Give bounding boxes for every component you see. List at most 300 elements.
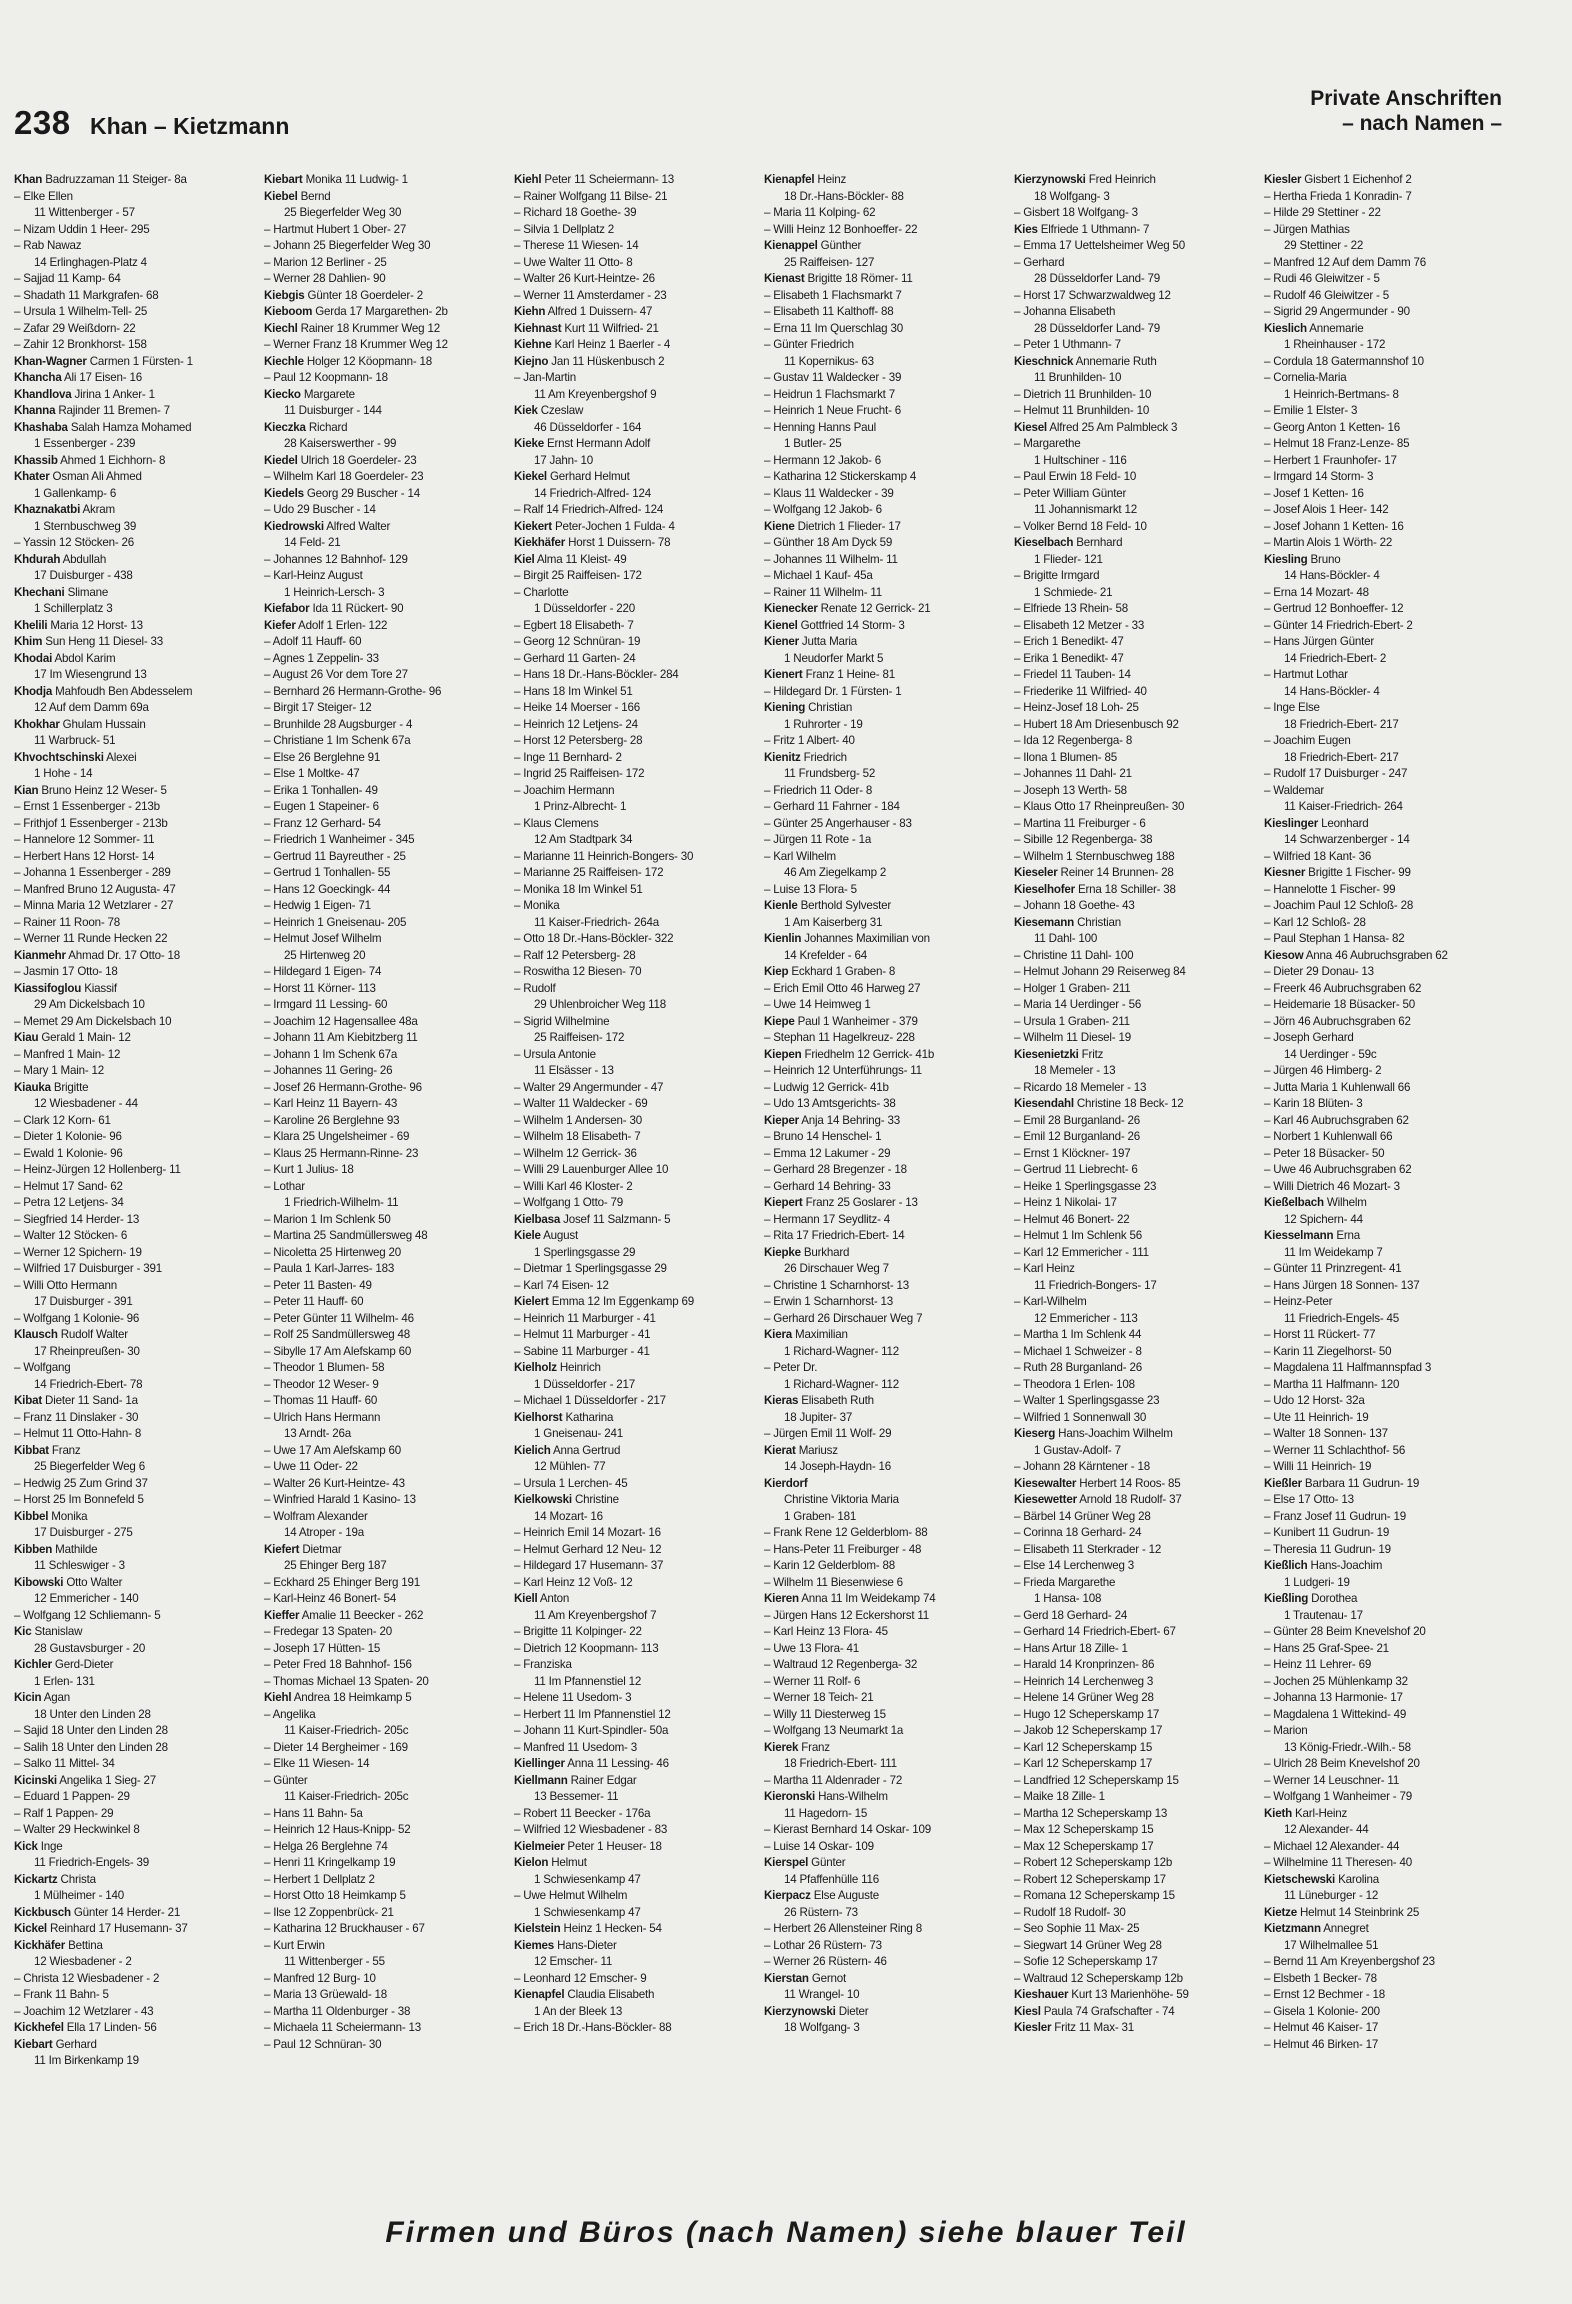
directory-entry: Kibbel Monika bbox=[14, 1509, 88, 1523]
directory-entry: – Klara 25 Ungelsheimer - 69 bbox=[264, 1130, 410, 1143]
directory-entry: Kieffer Amalie 11 Beecker - 262 bbox=[264, 1608, 424, 1622]
directory-entry: Kiemes Hans-Dieter bbox=[514, 1938, 617, 1952]
directory-entry: 14 Mozart- 16 bbox=[534, 1509, 603, 1523]
directory-entry: – Birgit 25 Raiffeisen- 172 bbox=[514, 569, 642, 582]
directory-entry: 14 Friedrich-Alfred- 124 bbox=[534, 486, 651, 500]
directory-entry: – Josef Johann 1 Ketten- 16 bbox=[1264, 519, 1404, 533]
directory-entry: – Karl Heinz 12 Voß- 12 bbox=[514, 1575, 633, 1589]
directory-entry: – Werner 11 Rolf- 6 bbox=[764, 1674, 861, 1688]
directory-entry: – Christine 1 Scharnhorst- 13 bbox=[764, 1278, 909, 1292]
directory-entry: Kickel Reinhard 17 Husemann- 37 bbox=[14, 1922, 188, 1935]
directory-entry: 1 Gneisenau- 241 bbox=[534, 1427, 623, 1440]
directory-entry: – Rudolf 18 Rudolf- 30 bbox=[1014, 1905, 1126, 1919]
directory-entry: – Theresia 11 Gudrun- 19 bbox=[1264, 1542, 1391, 1556]
directory-entry: – Brigitte 11 Kolpinger- 22 bbox=[514, 1625, 642, 1638]
directory-entry: – Magdalena 1 Wittekind- 49 bbox=[1264, 1707, 1407, 1721]
directory-entry: 17 Rheinpreußen- 30 bbox=[34, 1344, 140, 1358]
directory-entry: Kiesewetter Arnold 18 Rudolf- 37 bbox=[1014, 1493, 1182, 1506]
directory-entry: – Irmgard 14 Storm- 3 bbox=[1264, 470, 1374, 483]
directory-entry: 17 Duisburger - 391 bbox=[34, 1295, 133, 1308]
directory-entry: Kiep Eckhard 1 Graben- 8 bbox=[764, 965, 896, 978]
directory-entry: – Rab Nawaz bbox=[14, 239, 82, 252]
directory-entry: 11 Kaiser-Friedrich- 205c bbox=[284, 1790, 409, 1803]
directory-entry: – Nicoletta 25 Hirtenweg 20 bbox=[264, 1245, 402, 1259]
directory-entry: Kickhefel Ella 17 Linden- 56 bbox=[14, 2021, 157, 2034]
directory-entry: Kiener Jutta Maria bbox=[764, 635, 858, 648]
directory-entry: – Klaus Clemens bbox=[514, 816, 599, 830]
directory-entry: – Karl 12 Scheperskamp 15 bbox=[1014, 1740, 1153, 1754]
directory-entry: – Eugen 1 Stapeiner- 6 bbox=[264, 800, 379, 813]
directory-entry: – Helmut Josef Wilhelm bbox=[264, 932, 382, 945]
directory-entry: Kibat Dieter 11 Sand- 1a bbox=[14, 1394, 138, 1407]
directory-entry: Kienapfel Claudia Elisabeth bbox=[514, 1988, 655, 2001]
directory-entry: – Charlotte bbox=[514, 585, 569, 599]
directory-entry: 1 Schwiesenkamp 47 bbox=[534, 1872, 641, 1886]
directory-entry: Kieserg Hans-Joachim Wilhelm bbox=[1014, 1427, 1173, 1440]
directory-entry: – Maria 11 Kolping- 62 bbox=[764, 206, 876, 219]
directory-entry: Khim Sun Heng 11 Diesel- 33 bbox=[14, 635, 164, 648]
directory-entry: – Karl Heinz bbox=[1014, 1262, 1075, 1275]
directory-entry: – Dietrich 11 Brunhilden- 10 bbox=[1014, 387, 1152, 401]
directory-entry: – Theodor 12 Weser- 9 bbox=[264, 1377, 379, 1391]
directory-entry: – Helmut 46 Kaiser- 17 bbox=[1264, 2021, 1379, 2034]
directory-entry: – Joseph 13 Werth- 58 bbox=[1014, 783, 1127, 797]
directory-entry: – Wilfried 18 Kant- 36 bbox=[1264, 849, 1372, 863]
directory-entry: – Hans 25 Graf-Spee- 21 bbox=[1264, 1641, 1389, 1655]
directory-entry: Kibbat Franz bbox=[14, 1443, 81, 1457]
directory-entry: – Johannes 11 Gering- 26 bbox=[264, 1064, 393, 1077]
directory-entry: – Heinz-Peter bbox=[1264, 1295, 1333, 1308]
directory-entry: – Friedrich 11 Oder- 8 bbox=[764, 783, 873, 797]
directory-entry: – Wilhelm 11 Biesenwiese 6 bbox=[764, 1575, 903, 1589]
directory-entry: 1 Schmiede- 21 bbox=[1034, 585, 1113, 599]
directory-entry: – Erika 1 Benedikt- 47 bbox=[1014, 651, 1124, 665]
directory-entry: – Shadath 11 Markgrafen- 68 bbox=[14, 288, 159, 302]
directory-entry: Kielbasa Josef 11 Salzmann- 5 bbox=[514, 1212, 671, 1226]
directory-entry: – Peter 1 Uthmann- 7 bbox=[1014, 338, 1121, 351]
directory-entry: – Gertrud 1 Tonhallen- 55 bbox=[264, 866, 391, 879]
directory-entry: – Gustav 11 Waldecker - 39 bbox=[764, 371, 902, 384]
directory-entry: 1 Gustav-Adolf- 7 bbox=[1034, 1443, 1121, 1457]
directory-entry: Kies Elfriede 1 Uthmann- 7 bbox=[1014, 222, 1150, 236]
directory-entry: – Wolfgang 1 Otto- 79 bbox=[514, 1196, 624, 1209]
directory-entry: Khan-Wagner Carmen 1 Fürsten- 1 bbox=[14, 354, 193, 368]
directory-entry: – Ursula 1 Wilhelm-Tell- 25 bbox=[14, 305, 148, 318]
directory-entry: – Helmut 17 Sand- 62 bbox=[14, 1179, 123, 1193]
directory-entry: – Seo Sophie 11 Max- 25 bbox=[1014, 1922, 1140, 1935]
directory-entry: – Zafar 29 Weißdorn- 22 bbox=[14, 321, 136, 335]
directory-entry: 11 Am Kreyenbergshof 9 bbox=[534, 387, 657, 401]
directory-entry: – Georg Anton 1 Ketten- 16 bbox=[1264, 420, 1400, 434]
directory-entry: – Waltraud 12 Regenberga- 32 bbox=[764, 1658, 918, 1671]
directory-entry: 17 Duisburger - 438 bbox=[34, 569, 133, 582]
directory-entry: – Joseph Gerhard bbox=[1264, 1031, 1354, 1044]
directory-entry: – Günter 14 Friedrich-Ebert- 2 bbox=[1264, 618, 1413, 632]
directory-entry: – Walter 26 Kurt-Heintze- 26 bbox=[514, 272, 655, 285]
directory-entry: 1 Hansa- 108 bbox=[1034, 1592, 1102, 1605]
directory-entry: – Winfried Harald 1 Kasino- 13 bbox=[264, 1493, 416, 1506]
directory-entry: Kießling Dorothea bbox=[1264, 1592, 1358, 1605]
directory-entry: – Ursula 1 Graben- 211 bbox=[1014, 1014, 1130, 1028]
directory-entry: – Rolf 25 Sandmüllersweg 48 bbox=[264, 1328, 411, 1341]
directory-entry: – Max 12 Scheperskamp 15 bbox=[1014, 1823, 1154, 1836]
directory-entry: 14 Atroper - 19a bbox=[284, 1526, 364, 1539]
directory-entry: – Magdalena 11 Halfmannspfad 3 bbox=[1264, 1361, 1432, 1374]
directory-entry: 11 Friedrich-Engels- 39 bbox=[34, 1856, 150, 1869]
directory-entry: 18 Wolfgang- 3 bbox=[784, 2021, 860, 2034]
directory-entry: – Richard 18 Goethe- 39 bbox=[514, 206, 637, 219]
directory-entry: Khassib Ahmed 1 Eichhorn- 8 bbox=[14, 453, 166, 467]
directory-entry: Kickhäfer Bettina bbox=[14, 1938, 103, 1952]
directory-entry: – Irmgard 11 Lessing- 60 bbox=[264, 998, 388, 1011]
directory-entry: 26 Rüstern- 73 bbox=[784, 1905, 858, 1919]
directory-entry: – Wolfgang 1 Wanheimer - 79 bbox=[1264, 1790, 1412, 1803]
directory-entry: – Werner 18 Teich- 21 bbox=[764, 1691, 874, 1704]
directory-entry: Kieslinger Leonhard bbox=[1264, 816, 1369, 830]
directory-entry: – Hans Jürgen 18 Sonnen- 137 bbox=[1264, 1278, 1420, 1292]
directory-entry: Kieselhofer Erna 18 Schiller- 38 bbox=[1014, 882, 1176, 896]
directory-entry: Kickartz Christa bbox=[14, 1872, 96, 1886]
directory-entry: Kiera Maximilian bbox=[764, 1328, 848, 1341]
directory-entry: – Brunhilde 28 Augsburger - 4 bbox=[264, 717, 413, 731]
directory-entry: Khvochtschinski Alexei bbox=[14, 750, 137, 764]
directory-entry: – Elke Ellen bbox=[14, 189, 73, 203]
directory-entry: Kielholz Heinrich bbox=[514, 1361, 601, 1374]
directory-entry: – Volker Bernd 18 Feld- 10 bbox=[1014, 519, 1147, 533]
directory-entry: – Wilhelm 11 Diesel- 19 bbox=[1014, 1031, 1131, 1044]
directory-entry: 18 Friedrich-Ebert- 217 bbox=[1284, 717, 1399, 731]
directory-entry: Khaznakatbi Akram bbox=[14, 503, 115, 516]
directory-entry: – Katharina 12 Stickerskamp 4 bbox=[764, 470, 917, 483]
directory-entry: Kieczka Richard bbox=[264, 420, 348, 434]
directory-entry: 11 Wittenberger - 57 bbox=[34, 206, 135, 219]
directory-entry: 1 Düsseldorfer - 217 bbox=[534, 1377, 636, 1391]
directory-entry: – Wolfgang 12 Jakob- 6 bbox=[764, 503, 882, 516]
directory-entry: – Bruno 14 Henschel- 1 bbox=[764, 1130, 882, 1143]
directory-entry: Kierzynowski Fred Heinrich bbox=[1014, 173, 1156, 186]
directory-entry: Kiedel Ulrich 18 Goerdeler- 23 bbox=[264, 453, 417, 467]
directory-entry: – Uwe Helmut Wilhelm bbox=[514, 1889, 628, 1902]
directory-entry: 14 Uerdinger - 59c bbox=[1284, 1047, 1377, 1061]
directory-entry: – Ute 11 Heinrich- 19 bbox=[1264, 1410, 1369, 1424]
directory-entry: – Willy 11 Diesterweg 15 bbox=[764, 1707, 886, 1721]
directory-entry: – Johann 11 Am Kiebitzberg 11 bbox=[264, 1031, 418, 1044]
directory-entry: Khater Osman Ali Ahmed bbox=[14, 470, 142, 483]
directory-entry: Kierat Mariusz bbox=[764, 1443, 838, 1457]
directory-entry: – Dietmar 1 Sperlingsgasse 29 bbox=[514, 1262, 667, 1275]
directory-entry: 11 Duisburger - 144 bbox=[284, 404, 382, 417]
directory-entry: – Ingrid 25 Raiffeisen- 172 bbox=[514, 767, 645, 780]
directory-entry: – Uwe 17 Am Alefskamp 60 bbox=[264, 1443, 401, 1457]
directory-entry: – Jochen 25 Mühlenkamp 32 bbox=[1264, 1674, 1408, 1688]
directory-entry: – Klaus 25 Hermann-Rinne- 23 bbox=[264, 1146, 419, 1160]
directory-entry: – Hedwig 25 Zum Grind 37 bbox=[14, 1476, 148, 1490]
directory-entry: – Günther 18 Am Dyck 59 bbox=[764, 536, 893, 549]
directory-entry: Kienappel Günther bbox=[764, 239, 862, 252]
directory-entry: 18 Memeler - 13 bbox=[1034, 1064, 1116, 1077]
directory-entry: – Paul Erwin 18 Feld- 10 bbox=[1014, 470, 1137, 483]
directory-entry: Kiechle Holger 12 Köopmann- 18 bbox=[264, 354, 433, 368]
directory-entry: Kiellmann Rainer Edgar bbox=[514, 1773, 637, 1787]
directory-entry: – Jasmin 17 Otto- 18 bbox=[14, 965, 118, 978]
directory-entry: – Johann 1 Im Schenk 67a bbox=[264, 1047, 398, 1061]
directory-entry: – Günter bbox=[264, 1773, 308, 1787]
directory-entry: – Kunibert 11 Gudrun- 19 bbox=[1264, 1526, 1390, 1539]
directory-entry: – Manfred 11 Usedom- 3 bbox=[514, 1740, 637, 1754]
directory-entry: – Christine 11 Dahl- 100 bbox=[1014, 948, 1134, 962]
directory-entry: – Hilde 29 Stettiner - 22 bbox=[1264, 206, 1381, 219]
directory-entry: – Corinna 18 Gerhard- 24 bbox=[1014, 1526, 1142, 1539]
directory-entry: – Joachim 12 Wetzlarer - 43 bbox=[14, 2004, 154, 2018]
directory-entry: – Leonhard 12 Emscher- 9 bbox=[514, 1971, 647, 1985]
directory-entry: 11 Im Pfannenstiel 12 bbox=[534, 1674, 642, 1688]
directory-entry: – Marion 1 Im Schlenk 50 bbox=[264, 1212, 391, 1226]
directory-entry: – Birgit 17 Steiger- 12 bbox=[264, 701, 372, 714]
directory-entry: – Hermann 12 Jakob- 6 bbox=[764, 453, 881, 467]
directory-entry: – Heinrich 1 Neue Frucht- 6 bbox=[764, 404, 902, 417]
directory-entry: Kiepe Paul 1 Wanheimer - 379 bbox=[764, 1014, 918, 1028]
directory-column-1 bbox=[14, 172, 264, 2178]
directory-entry: – Michael 12 Alexander- 44 bbox=[1264, 1839, 1400, 1853]
directory-entry: 1 Düsseldorfer - 220 bbox=[534, 602, 636, 615]
directory-entry: 28 Düsseldorfer Land- 79 bbox=[1034, 321, 1161, 335]
directory-entry: 1 Am Kaiserberg 31 bbox=[784, 915, 883, 929]
directory-entry: – Manfred 12 Burg- 10 bbox=[264, 1971, 376, 1985]
directory-entry: – Herbert 26 Allensteiner Ring 8 bbox=[764, 1922, 922, 1935]
directory-entry: – Mary 1 Main- 12 bbox=[14, 1064, 105, 1077]
directory-columns bbox=[14, 172, 1516, 2178]
directory-entry: Kiepke Burkhard bbox=[764, 1245, 850, 1259]
directory-entry: Kielstein Heinz 1 Hecken- 54 bbox=[514, 1922, 662, 1935]
directory-entry: – Ida 12 Regenberga- 8 bbox=[1014, 734, 1133, 747]
directory-entry: – Franz 11 Dinslaker - 30 bbox=[14, 1410, 139, 1424]
directory-entry: – Heinz-Jürgen 12 Hollenberg- 11 bbox=[14, 1163, 181, 1176]
directory-entry: – Peter Dr. bbox=[764, 1361, 818, 1374]
directory-entry: – Hans 12 Goeckingk- 44 bbox=[264, 882, 391, 896]
directory-entry: – Walter 11 Waldecker - 69 bbox=[514, 1097, 648, 1110]
directory-entry: 1 Richard-Wagner- 112 bbox=[784, 1344, 900, 1358]
directory-entry: – Joachim Hermann bbox=[514, 783, 615, 797]
directory-entry: – Holger 1 Graben- 211 bbox=[1014, 981, 1131, 995]
directory-entry: 1 Flieder- 121 bbox=[1034, 552, 1103, 566]
directory-entry: Khashaba Salah Hamza Mohamed bbox=[14, 420, 192, 434]
directory-entry: – Heinrich 12 Letjens- 24 bbox=[514, 717, 638, 731]
directory-entry: – Elfriede 13 Rhein- 58 bbox=[1014, 602, 1128, 615]
directory-entry: Kielon Helmut bbox=[514, 1856, 587, 1869]
directory-entry: – Friedrich 1 Wanheimer - 345 bbox=[264, 833, 415, 846]
directory-entry: Kiebel Bernd bbox=[264, 189, 331, 203]
directory-entry: – Bernhard 26 Hermann-Grothe- 96 bbox=[264, 684, 442, 698]
directory-entry: – Gerhard 11 Fahrner - 184 bbox=[764, 800, 900, 813]
directory-entry: – Uwe Walter 11 Otto- 8 bbox=[514, 255, 633, 269]
directory-entry: – Johannes 11 Wilhelm- 11 bbox=[764, 552, 898, 566]
directory-entry: – Walter 18 Sonnen- 137 bbox=[1264, 1427, 1388, 1440]
directory-entry: – Friederike 11 Wilfried- 40 bbox=[1014, 684, 1147, 698]
directory-entry: 1 Mülheimer - 140 bbox=[34, 1889, 125, 1902]
directory-entry: – Theodor 1 Blumen- 58 bbox=[264, 1361, 385, 1374]
directory-entry: – Karl Heinz 11 Bayern- 43 bbox=[264, 1097, 398, 1110]
directory-entry: – Peter Fred 18 Bahnhof- 156 bbox=[264, 1658, 412, 1671]
directory-entry: 14 Friedrich-Ebert- 78 bbox=[34, 1377, 143, 1391]
directory-entry: – Wilhelmine 11 Theresen- 40 bbox=[1264, 1856, 1412, 1869]
footer-note: Firmen und Büros (nach Namen) siehe blauer Teil bbox=[385, 2216, 1187, 2249]
directory-entry: Khodja Mahfoudh Ben Abdesselem bbox=[14, 684, 193, 698]
directory-entry: – Else 14 Lerchenweg 3 bbox=[1014, 1559, 1134, 1572]
directory-entry: – Freerk 46 Aubruchsgraben 62 bbox=[1264, 981, 1422, 995]
directory-entry: – Karin 12 Gelderblom- 88 bbox=[764, 1559, 895, 1572]
directory-entry: – Rainer Wolfgang 11 Bilse- 21 bbox=[514, 189, 668, 203]
directory-entry: – Michael 1 Kauf- 45a bbox=[764, 569, 873, 582]
directory-entry: – Salih 18 Unter den Linden 28 bbox=[14, 1740, 168, 1754]
directory-entry: – Karl 12 Scheperskamp 17 bbox=[1014, 1757, 1153, 1770]
directory-entry: – Uwe 46 Aubruchsgraben 62 bbox=[1264, 1163, 1412, 1176]
directory-entry: Kietschewski Karolina bbox=[1264, 1872, 1380, 1886]
directory-entry: Kiedrowski Alfred Walter bbox=[264, 519, 391, 533]
directory-entry: 11 Lüneburger - 12 bbox=[1284, 1889, 1379, 1902]
directory-entry: Kielert Emma 12 Im Eggenkamp 69 bbox=[514, 1295, 695, 1308]
directory-entry: 11 Wittenberger - 55 bbox=[284, 1955, 385, 1968]
directory-entry: – Werner 11 Amsterdamer - 23 bbox=[514, 288, 667, 302]
directory-entry: – Christiane 1 Im Schenk 67a bbox=[264, 734, 411, 747]
directory-entry: – Marianne 11 Heinrich-Bongers- 30 bbox=[514, 849, 694, 863]
directory-entry: Kiehl Peter 11 Scheiermann- 13 bbox=[514, 173, 675, 186]
directory-entry: Kiesl Paula 74 Grafschafter - 74 bbox=[1014, 2004, 1175, 2018]
directory-entry: Kiesemann Christian bbox=[1014, 915, 1122, 929]
directory-entry: – Monika bbox=[514, 899, 560, 912]
directory-entry: – Hans Jürgen Günter bbox=[1264, 635, 1375, 648]
directory-entry: Kiellinger Anna 11 Lessing- 46 bbox=[514, 1757, 669, 1770]
directory-entry: – Hans 18 Im Winkel 51 bbox=[514, 684, 633, 698]
directory-entry: 12 Emscher- 11 bbox=[534, 1955, 613, 1968]
directory-entry: – Manfred 12 Auf dem Damm 76 bbox=[1264, 255, 1426, 269]
directory-entry: Kierdorf bbox=[764, 1476, 808, 1490]
directory-entry: 11 Warbruck- 51 bbox=[34, 734, 116, 747]
directory-entry: – Brigitte Irmgard bbox=[1014, 569, 1100, 582]
directory-entry: Kiedels Georg 29 Buscher - 14 bbox=[264, 486, 420, 500]
directory-entry: 11 Kaiser-Friedrich- 264a bbox=[534, 915, 659, 929]
directory-entry: Kieboom Gerda 17 Margarethen- 2b bbox=[264, 305, 448, 318]
directory-entry: – Wilhelm Karl 18 Goerdeler- 23 bbox=[264, 470, 424, 483]
directory-entry: – Elsbeth 1 Becker- 78 bbox=[1264, 1971, 1377, 1985]
directory-entry: – Ewald 1 Kolonie- 96 bbox=[14, 1146, 123, 1160]
directory-entry: – Josef 26 Hermann-Grothe- 96 bbox=[264, 1080, 422, 1094]
directory-entry: – Ilona 1 Blumen- 85 bbox=[1014, 750, 1117, 764]
directory-entry: – Heinz 11 Lehrer- 69 bbox=[1264, 1658, 1372, 1671]
directory-entry: 1 Ruhrorter - 19 bbox=[784, 717, 863, 731]
directory-entry: – Sajid 18 Unter den Linden 28 bbox=[14, 1724, 168, 1737]
directory-entry: – Erna 14 Mozart- 48 bbox=[1264, 585, 1369, 599]
directory-entry: – Maria 14 Uerdinger - 56 bbox=[1014, 998, 1142, 1011]
directory-entry: – Silvia 1 Dellplatz 2 bbox=[514, 222, 614, 236]
directory-entry: – Paul 12 Koopmann- 18 bbox=[264, 371, 388, 384]
directory-entry: – Manfred 1 Main- 12 bbox=[14, 1047, 121, 1061]
directory-entry: – Franz 12 Gerhard- 54 bbox=[264, 816, 381, 830]
directory-entry: 1 Butler- 25 bbox=[784, 437, 842, 450]
directory-entry: Kiechl Rainer 18 Krummer Weg 12 bbox=[264, 321, 440, 335]
directory-entry: – Manfred Bruno 12 Augusta- 47 bbox=[14, 882, 176, 896]
directory-entry: – Heinz 1 Nikolai- 17 bbox=[1014, 1196, 1117, 1209]
directory-entry: Christine Viktoria Maria bbox=[784, 1493, 899, 1506]
directory-entry: – Marion bbox=[1264, 1724, 1308, 1737]
directory-entry: – Paul 12 Schnüran- 30 bbox=[264, 2037, 382, 2051]
directory-entry: – Sabine 11 Marburger - 41 bbox=[514, 1344, 650, 1358]
directory-entry: – Walter 29 Angermunder - 47 bbox=[514, 1080, 664, 1094]
directory-entry: Khancha Ali 17 Eisen- 16 bbox=[14, 371, 142, 384]
directory-entry: – Jürgen Mathias bbox=[1264, 222, 1350, 236]
directory-entry: Kiekert Peter-Jochen 1 Fulda- 4 bbox=[514, 519, 675, 533]
directory-entry: – Sibille 12 Regenberga- 38 bbox=[1014, 833, 1153, 846]
directory-entry: Kieras Elisabeth Ruth bbox=[764, 1394, 874, 1407]
directory-entry: 25 Ehinger Berg 187 bbox=[284, 1559, 387, 1572]
directory-entry: – Eckhard 25 Ehinger Berg 191 bbox=[264, 1575, 420, 1589]
directory-entry: Kicin Agan bbox=[14, 1691, 71, 1704]
directory-entry: Kietzmann Annegret bbox=[1264, 1922, 1369, 1935]
directory-entry: – Otto 18 Dr.-Hans-Böckler- 322 bbox=[514, 932, 674, 945]
directory-entry: Khokhar Ghulam Hussain bbox=[14, 717, 146, 731]
directory-entry: Khelili Maria 12 Horst- 13 bbox=[14, 618, 143, 632]
directory-entry: – Wilfried 1 Sonnenwall 30 bbox=[1014, 1410, 1147, 1424]
directory-column-3 bbox=[514, 172, 764, 2178]
directory-entry: – Wilhelm 1 Sternbuschweg 188 bbox=[1014, 849, 1175, 863]
directory-entry: – Johannes 12 Bahnhof- 129 bbox=[264, 552, 408, 566]
directory-entry: – Harald 14 Kronprinzen- 86 bbox=[1014, 1658, 1155, 1671]
directory-entry: Kibben Mathilde bbox=[14, 1542, 98, 1556]
directory-entry: – Ralf 12 Petersberg- 28 bbox=[514, 948, 636, 962]
directory-entry: 14 Krefelder - 64 bbox=[784, 948, 867, 962]
directory-entry: – Willi Dietrich 46 Mozart- 3 bbox=[1264, 1179, 1400, 1193]
directory-entry: – Heinrich 12 Haus-Knipp- 52 bbox=[264, 1823, 411, 1836]
directory-entry: – Hildegard 17 Husemann- 37 bbox=[514, 1559, 664, 1572]
directory-entry: – Hans 11 Bahn- 5a bbox=[264, 1806, 363, 1820]
directory-entry: 46 Düsseldorfer - 164 bbox=[534, 420, 642, 434]
directory-entry: Kiebart Monika 11 Ludwig- 1 bbox=[264, 173, 408, 186]
directory-entry: – Fredegar 13 Spaten- 20 bbox=[264, 1625, 392, 1638]
directory-entry: – Dieter 14 Bergheimer - 169 bbox=[264, 1740, 408, 1754]
directory-entry: – Wilfried 12 Wiesbadener - 83 bbox=[514, 1823, 668, 1836]
directory-entry: – Gerhard 14 Friedrich-Ebert- 67 bbox=[1014, 1625, 1176, 1638]
directory-entry: Khdurah Abdullah bbox=[14, 552, 107, 566]
directory-entry: – Wilhelm 1 Andersen- 30 bbox=[514, 1113, 642, 1127]
directory-entry: – Frank 11 Bahn- 5 bbox=[14, 1988, 109, 2001]
directory-entry: – Kierast Bernhard 14 Oskar- 109 bbox=[764, 1823, 931, 1836]
directory-entry: 1 Hohe - 14 bbox=[34, 767, 93, 780]
directory-entry: – Rudi 46 Gleiwitzer - 5 bbox=[1264, 272, 1380, 285]
directory-entry: – Erich Emil Otto 46 Harweg 27 bbox=[764, 981, 921, 995]
directory-entry: – Katharina 12 Bruckhauser - 67 bbox=[264, 1922, 425, 1935]
directory-entry: – Maria 13 Grüewald- 18 bbox=[264, 1988, 387, 2001]
directory-entry: – Jakob 12 Scheperskamp 17 bbox=[1014, 1724, 1163, 1737]
directory-entry: – Rainer 11 Wilhelm- 11 bbox=[764, 585, 883, 599]
directory-entry: – Else 1 Moltke- 47 bbox=[264, 767, 360, 780]
directory-entry: – Paula 1 Karl-Jarres- 183 bbox=[264, 1262, 395, 1275]
directory-entry: – Egbert 18 Elisabeth- 7 bbox=[514, 618, 634, 632]
directory-entry: 13 König-Friedr.-Wilh.- 58 bbox=[1284, 1740, 1411, 1754]
directory-entry: Kiepert Franz 25 Goslarer - 13 bbox=[764, 1196, 918, 1209]
directory-entry: – Ernst 1 Essenberger - 213b bbox=[14, 800, 160, 813]
directory-entry: 18 Jupiter- 37 bbox=[784, 1410, 853, 1424]
directory-entry: – Robert 12 Scheperskamp 17 bbox=[1014, 1872, 1166, 1886]
directory-entry: Kiebart Gerhard bbox=[14, 2037, 97, 2051]
directory-entry: – Eduard 1 Pappen- 29 bbox=[14, 1790, 130, 1803]
directory-entry: Kiefert Dietmar bbox=[264, 1542, 342, 1556]
directory-entry: – Herbert 1 Dellplatz 2 bbox=[264, 1872, 375, 1886]
directory-entry: Kielmeier Peter 1 Heuser- 18 bbox=[514, 1839, 662, 1853]
directory-entry: Kiesling Bruno bbox=[1264, 552, 1341, 566]
directory-entry: – Michael 1 Schweizer - 8 bbox=[1014, 1344, 1142, 1358]
directory-entry: – Joseph 17 Hütten- 15 bbox=[264, 1641, 381, 1655]
directory-entry: Kieper Anja 14 Behring- 33 bbox=[764, 1113, 900, 1127]
directory-entry: – Karin 11 Ziegelhorst- 50 bbox=[1264, 1344, 1392, 1358]
